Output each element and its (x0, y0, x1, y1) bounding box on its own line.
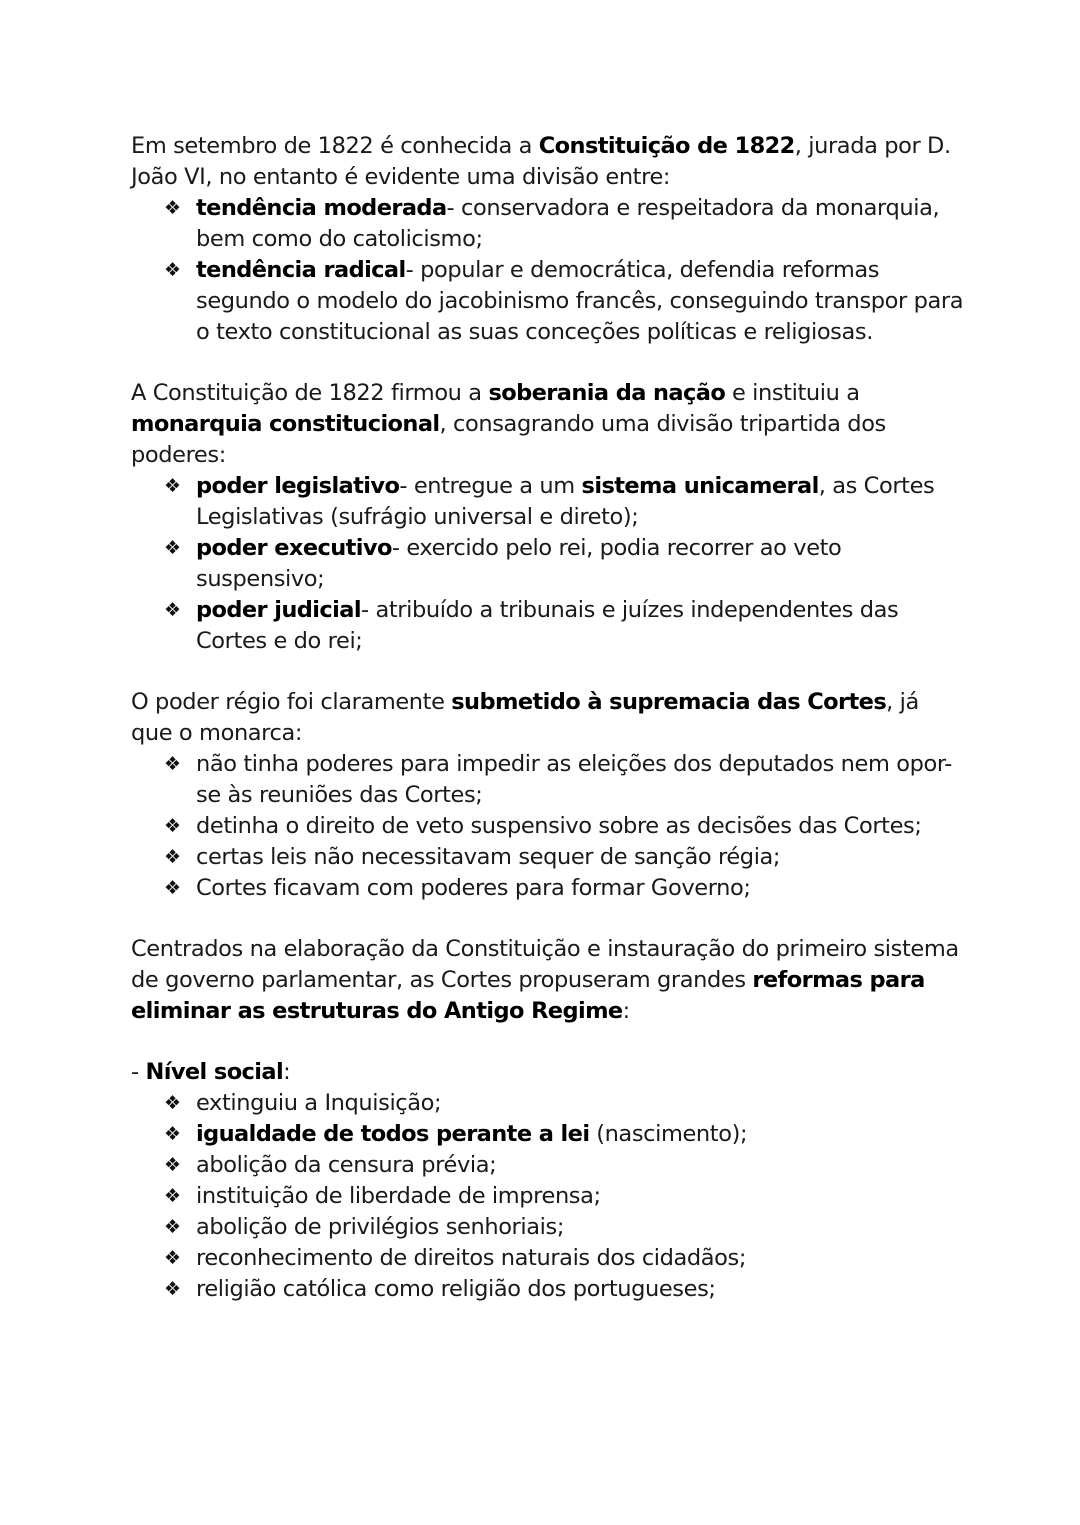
powers-list (131, 471, 966, 657)
list-item (164, 1150, 966, 1181)
document-body (131, 131, 966, 1305)
text: - (131, 1059, 146, 1085)
bold-text: poder judicial (196, 597, 361, 623)
list-item (164, 1274, 966, 1305)
spacer (131, 1027, 966, 1057)
list-item (164, 533, 966, 595)
text: reconhecimento de direitos naturais dos cidadãos; (196, 1245, 747, 1271)
text: e instituiu a (725, 380, 860, 406)
tendencies-list (131, 193, 966, 348)
bold-text: poder legislativo (196, 473, 400, 499)
monarch-limits-list (131, 749, 966, 904)
four-diamond-bullet-icon: ❖ (164, 1278, 181, 1300)
text: , as Cortes Legislativas (sufrágio universal e direto); (196, 473, 935, 530)
bold-text: reformas para eliminar as estruturas do Antigo Regime (131, 967, 925, 1024)
text: certas leis não necessitavam sequer de sanção régia; (196, 844, 781, 870)
four-diamond-bullet-icon: ❖ (164, 475, 181, 497)
list-item (164, 811, 966, 842)
text: (nascimento); (589, 1121, 748, 1147)
list-item (164, 749, 966, 811)
text: , jurada por D. João VI, no entanto é evidente uma divisão entre: (131, 133, 951, 190)
list-item (164, 471, 966, 533)
list-item (164, 1088, 966, 1119)
spacer (131, 348, 966, 378)
text: - entregue a um (399, 473, 582, 499)
spacer (131, 657, 966, 687)
four-diamond-bullet-icon: ❖ (164, 846, 181, 868)
four-diamond-bullet-icon: ❖ (164, 599, 181, 621)
bold-text: monarquia constitucional (131, 411, 440, 437)
list-item (164, 1212, 966, 1243)
four-diamond-bullet-icon: ❖ (164, 197, 181, 219)
four-diamond-bullet-icon: ❖ (164, 1185, 181, 1207)
four-diamond-bullet-icon: ❖ (164, 1216, 181, 1238)
list-item (164, 193, 966, 255)
text: instituição de liberdade de imprensa; (196, 1183, 601, 1209)
spacer (131, 904, 966, 934)
paragraph-constitution-intro (131, 131, 966, 193)
list-item (164, 595, 966, 657)
four-diamond-bullet-icon: ❖ (164, 1092, 181, 1114)
text: , consagrando uma divisão tripartida dos poderes: (131, 411, 886, 468)
bold-text: Nível social (145, 1059, 284, 1085)
paragraph-reforms (131, 934, 966, 1027)
four-diamond-bullet-icon: ❖ (164, 1247, 181, 1269)
list-item (164, 873, 966, 904)
text: detinha o direito de veto suspensivo sobre as decisões das Cortes; (196, 813, 922, 839)
social-reforms-list (131, 1088, 966, 1305)
bold-text: poder executivo (196, 535, 392, 561)
list-item (164, 1119, 966, 1150)
paragraph-sovereignty (131, 378, 966, 471)
text: Cortes ficavam com poderes para formar Governo; (196, 875, 751, 901)
bold-text: soberania da nação (488, 380, 726, 406)
four-diamond-bullet-icon: ❖ (164, 815, 181, 837)
section-heading-social (131, 1057, 966, 1088)
four-diamond-bullet-icon: ❖ (164, 1123, 181, 1145)
bold-text: submetido à supremacia das Cortes (451, 689, 887, 715)
text: extinguiu a Inquisição; (196, 1090, 442, 1116)
list-item (164, 1243, 966, 1274)
text: Em setembro de 1822 é conhecida a (131, 133, 539, 159)
text: religião católica como religião dos portugueses; (196, 1276, 716, 1302)
text: , já que o monarca: (131, 689, 919, 746)
four-diamond-bullet-icon: ❖ (164, 259, 181, 281)
text: - popular e democrática, defendia reformas segundo o modelo do jacobinismo francês, conseguindo transpor para o texto constitucional as suas conceções políticas e religiosas. (196, 257, 964, 345)
text: A Constituição de 1822 firmou a (131, 380, 489, 406)
text: Centrados na elaboração da Constituição e instauração do primeiro sistema de governo parlamentar, as Cortes propuseram grandes (131, 936, 959, 993)
bold-text: Constituição de 1822 (538, 133, 795, 159)
list-item (164, 1181, 966, 1212)
text: : (622, 998, 630, 1024)
text: - conservadora e respeitadora da monarquia, bem como do catolicismo; (196, 195, 940, 252)
text: não tinha poderes para impedir as eleições dos deputados nem opor-se às reuniões das Cortes; (196, 751, 952, 808)
text: abolição de privilégios senhoriais; (196, 1214, 565, 1240)
bold-text: sistema unicameral (581, 473, 819, 499)
four-diamond-bullet-icon: ❖ (164, 877, 181, 899)
bold-text: tendência moderada (196, 195, 447, 221)
four-diamond-bullet-icon: ❖ (164, 753, 181, 775)
bold-text: tendência radical (196, 257, 406, 283)
bold-text: igualdade de todos perante a lei (196, 1121, 590, 1147)
four-diamond-bullet-icon: ❖ (164, 1154, 181, 1176)
text: abolição da censura prévia; (196, 1152, 497, 1178)
list-item (164, 255, 966, 348)
paragraph-royal-power (131, 687, 966, 749)
four-diamond-bullet-icon: ❖ (164, 537, 181, 559)
text: - atribuído a tribunais e juízes independentes das Cortes e do rei; (196, 597, 899, 654)
list-item (164, 842, 966, 873)
text: : (283, 1059, 291, 1085)
text: O poder régio foi claramente (131, 689, 452, 715)
text: - exercido pelo rei, podia recorrer ao veto suspensivo; (196, 535, 842, 592)
